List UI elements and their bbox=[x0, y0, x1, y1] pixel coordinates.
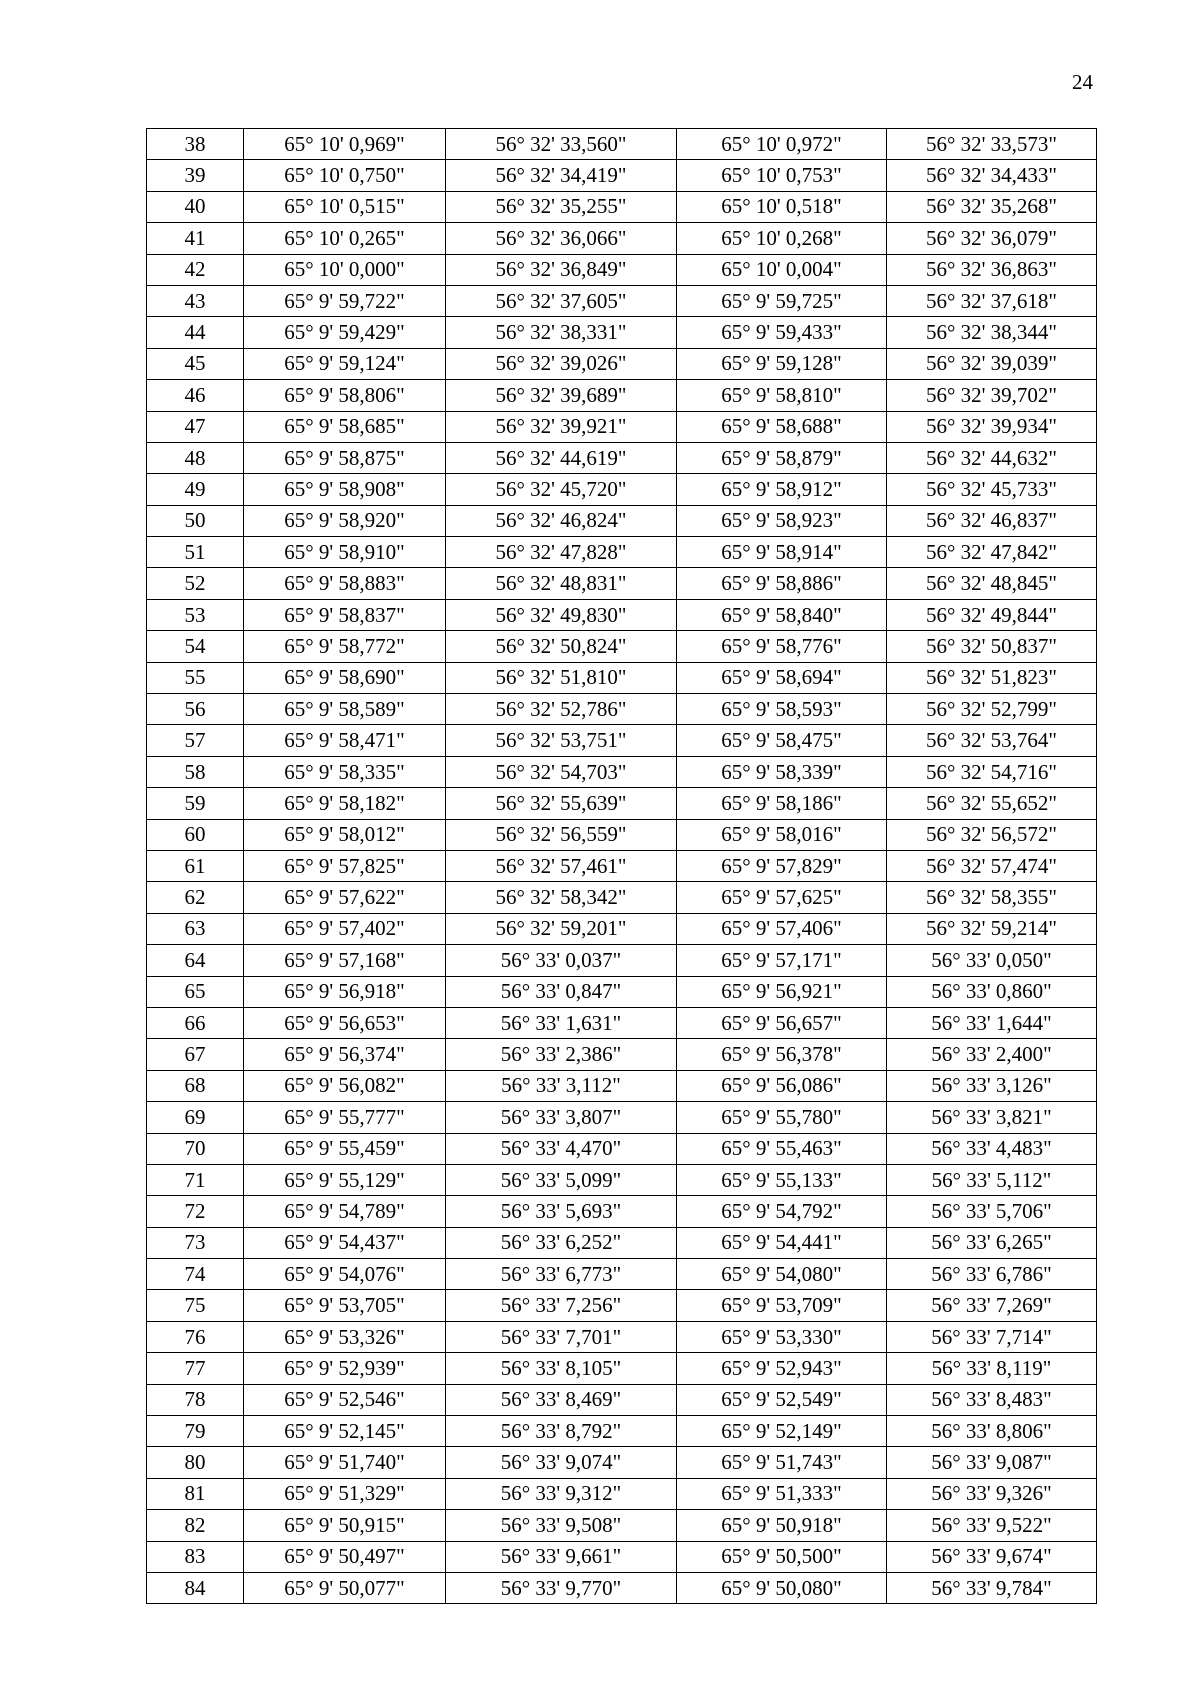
latitude-cell: 56° 32' 44,619" bbox=[446, 442, 677, 473]
latitude-cell: 56° 32' 38,344" bbox=[887, 317, 1097, 348]
latitude-cell: 56° 33' 3,807" bbox=[446, 1102, 677, 1133]
point-number-cell: 68 bbox=[147, 1070, 244, 1101]
point-number-cell: 83 bbox=[147, 1541, 244, 1572]
table-row bbox=[147, 788, 1097, 819]
longitude-cell: 65° 9' 58,886" bbox=[677, 568, 887, 599]
latitude-cell: 56° 33' 6,265" bbox=[887, 1227, 1097, 1258]
longitude-cell: 65° 9' 50,497" bbox=[244, 1541, 446, 1572]
latitude-cell: 56° 32' 50,837" bbox=[887, 631, 1097, 662]
longitude-cell: 65° 9' 59,725" bbox=[677, 285, 887, 316]
latitude-cell: 56° 33' 6,786" bbox=[887, 1259, 1097, 1290]
latitude-cell: 56° 32' 59,201" bbox=[446, 913, 677, 944]
point-number-cell: 64 bbox=[147, 945, 244, 976]
latitude-cell: 56° 32' 37,605" bbox=[446, 285, 677, 316]
longitude-cell: 65° 10' 0,000" bbox=[244, 254, 446, 285]
latitude-cell: 56° 33' 8,792" bbox=[446, 1416, 677, 1447]
point-number-cell: 52 bbox=[147, 568, 244, 599]
longitude-cell: 65° 10' 0,004" bbox=[677, 254, 887, 285]
latitude-cell: 56° 32' 49,844" bbox=[887, 599, 1097, 630]
longitude-cell: 65° 9' 58,186" bbox=[677, 788, 887, 819]
table-row bbox=[147, 380, 1097, 411]
point-number-cell: 55 bbox=[147, 662, 244, 693]
longitude-cell: 65° 10' 0,969" bbox=[244, 129, 446, 160]
longitude-cell: 65° 9' 55,777" bbox=[244, 1102, 446, 1133]
longitude-cell: 65° 9' 50,500" bbox=[677, 1541, 887, 1572]
point-number-cell: 78 bbox=[147, 1384, 244, 1415]
longitude-cell: 65° 9' 59,128" bbox=[677, 348, 887, 379]
latitude-cell: 56° 32' 38,331" bbox=[446, 317, 677, 348]
point-number-cell: 59 bbox=[147, 788, 244, 819]
longitude-cell: 65° 9' 58,339" bbox=[677, 756, 887, 787]
longitude-cell: 65° 10' 0,265" bbox=[244, 223, 446, 254]
point-number-cell: 40 bbox=[147, 191, 244, 222]
latitude-cell: 56° 32' 54,703" bbox=[446, 756, 677, 787]
latitude-cell: 56° 33' 8,119" bbox=[887, 1353, 1097, 1384]
latitude-cell: 56° 32' 36,849" bbox=[446, 254, 677, 285]
latitude-cell: 56° 32' 57,461" bbox=[446, 850, 677, 881]
longitude-cell: 65° 9' 55,129" bbox=[244, 1164, 446, 1195]
longitude-cell: 65° 9' 58,589" bbox=[244, 694, 446, 725]
latitude-cell: 56° 33' 8,483" bbox=[887, 1384, 1097, 1415]
point-number-cell: 57 bbox=[147, 725, 244, 756]
table-row bbox=[147, 694, 1097, 725]
latitude-cell: 56° 32' 55,639" bbox=[446, 788, 677, 819]
longitude-cell: 65° 9' 52,546" bbox=[244, 1384, 446, 1415]
longitude-cell: 65° 9' 54,441" bbox=[677, 1227, 887, 1258]
table-row bbox=[147, 160, 1097, 191]
longitude-cell: 65° 9' 58,182" bbox=[244, 788, 446, 819]
point-number-cell: 84 bbox=[147, 1572, 244, 1603]
table-row bbox=[147, 1353, 1097, 1384]
table-row bbox=[147, 1070, 1097, 1101]
latitude-cell: 56° 33' 3,126" bbox=[887, 1070, 1097, 1101]
point-number-cell: 80 bbox=[147, 1447, 244, 1478]
longitude-cell: 65° 9' 59,722" bbox=[244, 285, 446, 316]
longitude-cell: 65° 9' 58,806" bbox=[244, 380, 446, 411]
table-row bbox=[147, 474, 1097, 505]
longitude-cell: 65° 9' 57,171" bbox=[677, 945, 887, 976]
latitude-cell: 56° 32' 39,689" bbox=[446, 380, 677, 411]
latitude-cell: 56° 32' 48,845" bbox=[887, 568, 1097, 599]
latitude-cell: 56° 32' 36,863" bbox=[887, 254, 1097, 285]
latitude-cell: 56° 32' 56,559" bbox=[446, 819, 677, 850]
point-number-cell: 51 bbox=[147, 537, 244, 568]
table-row bbox=[147, 1510, 1097, 1541]
longitude-cell: 65° 10' 0,750" bbox=[244, 160, 446, 191]
longitude-cell: 65° 9' 58,690" bbox=[244, 662, 446, 693]
latitude-cell: 56° 33' 0,847" bbox=[446, 976, 677, 1007]
table-row bbox=[147, 1039, 1097, 1070]
longitude-cell: 65° 9' 54,437" bbox=[244, 1227, 446, 1258]
latitude-cell: 56° 33' 1,631" bbox=[446, 1007, 677, 1038]
point-number-cell: 46 bbox=[147, 380, 244, 411]
latitude-cell: 56° 33' 8,469" bbox=[446, 1384, 677, 1415]
table-row bbox=[147, 505, 1097, 536]
longitude-cell: 65° 9' 58,879" bbox=[677, 442, 887, 473]
latitude-cell: 56° 32' 45,733" bbox=[887, 474, 1097, 505]
table-row bbox=[147, 317, 1097, 348]
latitude-cell: 56° 32' 37,618" bbox=[887, 285, 1097, 316]
longitude-cell: 65° 10' 0,515" bbox=[244, 191, 446, 222]
table-row bbox=[147, 1259, 1097, 1290]
point-number-cell: 54 bbox=[147, 631, 244, 662]
latitude-cell: 56° 33' 5,112" bbox=[887, 1164, 1097, 1195]
longitude-cell: 65° 9' 55,459" bbox=[244, 1133, 446, 1164]
longitude-cell: 65° 9' 55,463" bbox=[677, 1133, 887, 1164]
longitude-cell: 65° 9' 56,921" bbox=[677, 976, 887, 1007]
point-number-cell: 38 bbox=[147, 129, 244, 160]
latitude-cell: 56° 32' 35,255" bbox=[446, 191, 677, 222]
longitude-cell: 65° 9' 54,789" bbox=[244, 1196, 446, 1227]
latitude-cell: 56° 33' 4,483" bbox=[887, 1133, 1097, 1164]
point-number-cell: 42 bbox=[147, 254, 244, 285]
longitude-cell: 65° 9' 58,923" bbox=[677, 505, 887, 536]
longitude-cell: 65° 9' 52,549" bbox=[677, 1384, 887, 1415]
longitude-cell: 65° 9' 51,740" bbox=[244, 1447, 446, 1478]
longitude-cell: 65° 9' 51,743" bbox=[677, 1447, 887, 1478]
longitude-cell: 65° 9' 51,329" bbox=[244, 1478, 446, 1509]
longitude-cell: 65° 9' 58,912" bbox=[677, 474, 887, 505]
point-number-cell: 60 bbox=[147, 819, 244, 850]
table-row bbox=[147, 1164, 1097, 1195]
latitude-cell: 56° 32' 52,799" bbox=[887, 694, 1097, 725]
point-number-cell: 70 bbox=[147, 1133, 244, 1164]
point-number-cell: 47 bbox=[147, 411, 244, 442]
table-row bbox=[147, 1290, 1097, 1321]
latitude-cell: 56° 32' 46,824" bbox=[446, 505, 677, 536]
latitude-cell: 56° 32' 51,823" bbox=[887, 662, 1097, 693]
latitude-cell: 56° 32' 44,632" bbox=[887, 442, 1097, 473]
point-number-cell: 62 bbox=[147, 882, 244, 913]
table-row bbox=[147, 1416, 1097, 1447]
latitude-cell: 56° 32' 34,419" bbox=[446, 160, 677, 191]
latitude-cell: 56° 32' 47,828" bbox=[446, 537, 677, 568]
table-row bbox=[147, 599, 1097, 630]
table-row bbox=[147, 254, 1097, 285]
latitude-cell: 56° 33' 8,105" bbox=[446, 1353, 677, 1384]
longitude-cell: 65° 9' 58,920" bbox=[244, 505, 446, 536]
longitude-cell: 65° 9' 53,326" bbox=[244, 1321, 446, 1352]
longitude-cell: 65° 9' 59,429" bbox=[244, 317, 446, 348]
latitude-cell: 56° 32' 58,355" bbox=[887, 882, 1097, 913]
point-number-cell: 39 bbox=[147, 160, 244, 191]
table-row bbox=[147, 442, 1097, 473]
longitude-cell: 65° 9' 58,471" bbox=[244, 725, 446, 756]
longitude-cell: 65° 9' 58,908" bbox=[244, 474, 446, 505]
latitude-cell: 56° 33' 7,256" bbox=[446, 1290, 677, 1321]
point-number-cell: 73 bbox=[147, 1227, 244, 1258]
point-number-cell: 67 bbox=[147, 1039, 244, 1070]
latitude-cell: 56° 33' 9,522" bbox=[887, 1510, 1097, 1541]
longitude-cell: 65° 9' 58,840" bbox=[677, 599, 887, 630]
point-number-cell: 45 bbox=[147, 348, 244, 379]
longitude-cell: 65° 9' 54,792" bbox=[677, 1196, 887, 1227]
latitude-cell: 56° 32' 48,831" bbox=[446, 568, 677, 599]
point-number-cell: 65 bbox=[147, 976, 244, 1007]
latitude-cell: 56° 32' 45,720" bbox=[446, 474, 677, 505]
table-row bbox=[147, 631, 1097, 662]
longitude-cell: 65° 9' 53,705" bbox=[244, 1290, 446, 1321]
latitude-cell: 56° 32' 58,342" bbox=[446, 882, 677, 913]
longitude-cell: 65° 9' 58,772" bbox=[244, 631, 446, 662]
table-row bbox=[147, 1321, 1097, 1352]
longitude-cell: 65° 9' 58,688" bbox=[677, 411, 887, 442]
point-number-cell: 71 bbox=[147, 1164, 244, 1195]
latitude-cell: 56° 33' 9,087" bbox=[887, 1447, 1097, 1478]
latitude-cell: 56° 33' 8,806" bbox=[887, 1416, 1097, 1447]
longitude-cell: 65° 9' 57,402" bbox=[244, 913, 446, 944]
latitude-cell: 56° 32' 39,026" bbox=[446, 348, 677, 379]
latitude-cell: 56° 32' 49,830" bbox=[446, 599, 677, 630]
table-row bbox=[147, 850, 1097, 881]
longitude-cell: 65° 9' 56,918" bbox=[244, 976, 446, 1007]
longitude-cell: 65° 9' 52,149" bbox=[677, 1416, 887, 1447]
latitude-cell: 56° 33' 9,784" bbox=[887, 1572, 1097, 1603]
latitude-cell: 56° 32' 55,652" bbox=[887, 788, 1097, 819]
longitude-cell: 65° 9' 54,080" bbox=[677, 1259, 887, 1290]
longitude-cell: 65° 9' 56,657" bbox=[677, 1007, 887, 1038]
longitude-cell: 65° 9' 57,825" bbox=[244, 850, 446, 881]
point-number-cell: 50 bbox=[147, 505, 244, 536]
longitude-cell: 65° 9' 58,685" bbox=[244, 411, 446, 442]
longitude-cell: 65° 9' 56,374" bbox=[244, 1039, 446, 1070]
longitude-cell: 65° 9' 59,433" bbox=[677, 317, 887, 348]
table-row bbox=[147, 537, 1097, 568]
latitude-cell: 56° 32' 39,702" bbox=[887, 380, 1097, 411]
point-number-cell: 56 bbox=[147, 694, 244, 725]
table-row bbox=[147, 1572, 1097, 1603]
latitude-cell: 56° 32' 39,934" bbox=[887, 411, 1097, 442]
longitude-cell: 65° 9' 58,012" bbox=[244, 819, 446, 850]
latitude-cell: 56° 33' 9,661" bbox=[446, 1541, 677, 1572]
longitude-cell: 65° 9' 57,168" bbox=[244, 945, 446, 976]
latitude-cell: 56° 33' 3,112" bbox=[446, 1070, 677, 1101]
longitude-cell: 65° 9' 58,335" bbox=[244, 756, 446, 787]
point-number-cell: 72 bbox=[147, 1196, 244, 1227]
point-number-cell: 81 bbox=[147, 1478, 244, 1509]
latitude-cell: 56° 33' 2,386" bbox=[446, 1039, 677, 1070]
table-row bbox=[147, 191, 1097, 222]
longitude-cell: 65° 10' 0,268" bbox=[677, 223, 887, 254]
longitude-cell: 65° 9' 50,080" bbox=[677, 1572, 887, 1603]
point-number-cell: 75 bbox=[147, 1290, 244, 1321]
latitude-cell: 56° 33' 9,074" bbox=[446, 1447, 677, 1478]
table-row bbox=[147, 725, 1097, 756]
table-row bbox=[147, 568, 1097, 599]
point-number-cell: 66 bbox=[147, 1007, 244, 1038]
table-row bbox=[147, 1102, 1097, 1133]
table-row bbox=[147, 1007, 1097, 1038]
latitude-cell: 56° 33' 0,050" bbox=[887, 945, 1097, 976]
longitude-cell: 65° 9' 56,653" bbox=[244, 1007, 446, 1038]
point-number-cell: 63 bbox=[147, 913, 244, 944]
latitude-cell: 56° 32' 33,573" bbox=[887, 129, 1097, 160]
latitude-cell: 56° 33' 7,701" bbox=[446, 1321, 677, 1352]
point-number-cell: 61 bbox=[147, 850, 244, 881]
table-row bbox=[147, 1447, 1097, 1478]
table-row bbox=[147, 223, 1097, 254]
table-row bbox=[147, 819, 1097, 850]
longitude-cell: 65° 9' 58,875" bbox=[244, 442, 446, 473]
coordinates-table-body bbox=[147, 129, 1097, 1604]
point-number-cell: 44 bbox=[147, 317, 244, 348]
longitude-cell: 65° 9' 56,082" bbox=[244, 1070, 446, 1101]
latitude-cell: 56° 32' 33,560" bbox=[446, 129, 677, 160]
latitude-cell: 56° 32' 46,837" bbox=[887, 505, 1097, 536]
longitude-cell: 65° 9' 53,709" bbox=[677, 1290, 887, 1321]
latitude-cell: 56° 32' 36,079" bbox=[887, 223, 1097, 254]
longitude-cell: 65° 9' 54,076" bbox=[244, 1259, 446, 1290]
table-row bbox=[147, 976, 1097, 1007]
latitude-cell: 56° 32' 35,268" bbox=[887, 191, 1097, 222]
longitude-cell: 65° 9' 53,330" bbox=[677, 1321, 887, 1352]
table-row bbox=[147, 882, 1097, 913]
table-row bbox=[147, 662, 1097, 693]
longitude-cell: 65° 9' 52,145" bbox=[244, 1416, 446, 1447]
longitude-cell: 65° 9' 50,915" bbox=[244, 1510, 446, 1541]
latitude-cell: 56° 33' 9,674" bbox=[887, 1541, 1097, 1572]
latitude-cell: 56° 33' 5,693" bbox=[446, 1196, 677, 1227]
point-number-cell: 49 bbox=[147, 474, 244, 505]
table-row bbox=[147, 1478, 1097, 1509]
latitude-cell: 56° 32' 47,842" bbox=[887, 537, 1097, 568]
longitude-cell: 65° 10' 0,972" bbox=[677, 129, 887, 160]
longitude-cell: 65° 9' 58,837" bbox=[244, 599, 446, 630]
latitude-cell: 56° 33' 3,821" bbox=[887, 1102, 1097, 1133]
table-row bbox=[147, 1133, 1097, 1164]
table-row bbox=[147, 1196, 1097, 1227]
point-number-cell: 53 bbox=[147, 599, 244, 630]
latitude-cell: 56° 32' 51,810" bbox=[446, 662, 677, 693]
longitude-cell: 65° 9' 51,333" bbox=[677, 1478, 887, 1509]
point-number-cell: 43 bbox=[147, 285, 244, 316]
table-row bbox=[147, 285, 1097, 316]
latitude-cell: 56° 33' 0,860" bbox=[887, 976, 1097, 1007]
latitude-cell: 56° 32' 53,751" bbox=[446, 725, 677, 756]
point-number-cell: 74 bbox=[147, 1259, 244, 1290]
point-number-cell: 82 bbox=[147, 1510, 244, 1541]
longitude-cell: 65° 9' 55,780" bbox=[677, 1102, 887, 1133]
latitude-cell: 56° 32' 39,039" bbox=[887, 348, 1097, 379]
latitude-cell: 56° 33' 9,326" bbox=[887, 1478, 1097, 1509]
latitude-cell: 56° 32' 34,433" bbox=[887, 160, 1097, 191]
table-row bbox=[147, 129, 1097, 160]
longitude-cell: 65° 10' 0,518" bbox=[677, 191, 887, 222]
latitude-cell: 56° 33' 9,770" bbox=[446, 1572, 677, 1603]
point-number-cell: 48 bbox=[147, 442, 244, 473]
latitude-cell: 56° 32' 53,764" bbox=[887, 725, 1097, 756]
longitude-cell: 65° 9' 52,943" bbox=[677, 1353, 887, 1384]
table-row bbox=[147, 1227, 1097, 1258]
latitude-cell: 56° 33' 6,773" bbox=[446, 1259, 677, 1290]
latitude-cell: 56° 33' 6,252" bbox=[446, 1227, 677, 1258]
latitude-cell: 56° 33' 1,644" bbox=[887, 1007, 1097, 1038]
longitude-cell: 65° 9' 59,124" bbox=[244, 348, 446, 379]
table-row bbox=[147, 945, 1097, 976]
point-number-cell: 58 bbox=[147, 756, 244, 787]
latitude-cell: 56° 32' 56,572" bbox=[887, 819, 1097, 850]
table-row bbox=[147, 1541, 1097, 1572]
longitude-cell: 65° 9' 58,914" bbox=[677, 537, 887, 568]
latitude-cell: 56° 32' 59,214" bbox=[887, 913, 1097, 944]
latitude-cell: 56° 32' 52,786" bbox=[446, 694, 677, 725]
latitude-cell: 56° 33' 5,706" bbox=[887, 1196, 1097, 1227]
coordinates-table bbox=[146, 128, 1097, 1604]
longitude-cell: 65° 9' 57,625" bbox=[677, 882, 887, 913]
longitude-cell: 65° 9' 50,918" bbox=[677, 1510, 887, 1541]
page-number: 24 bbox=[1072, 70, 1093, 94]
latitude-cell: 56° 33' 5,099" bbox=[446, 1164, 677, 1195]
longitude-cell: 65° 9' 57,622" bbox=[244, 882, 446, 913]
longitude-cell: 65° 9' 58,475" bbox=[677, 725, 887, 756]
point-number-cell: 77 bbox=[147, 1353, 244, 1384]
longitude-cell: 65° 9' 58,883" bbox=[244, 568, 446, 599]
longitude-cell: 65° 9' 56,086" bbox=[677, 1070, 887, 1101]
latitude-cell: 56° 32' 54,716" bbox=[887, 756, 1097, 787]
latitude-cell: 56° 33' 9,508" bbox=[446, 1510, 677, 1541]
table-row bbox=[147, 756, 1097, 787]
point-number-cell: 41 bbox=[147, 223, 244, 254]
longitude-cell: 65° 10' 0,753" bbox=[677, 160, 887, 191]
longitude-cell: 65° 9' 58,016" bbox=[677, 819, 887, 850]
longitude-cell: 65° 9' 58,593" bbox=[677, 694, 887, 725]
table-row bbox=[147, 348, 1097, 379]
longitude-cell: 65° 9' 50,077" bbox=[244, 1572, 446, 1603]
longitude-cell: 65° 9' 52,939" bbox=[244, 1353, 446, 1384]
longitude-cell: 65° 9' 58,776" bbox=[677, 631, 887, 662]
longitude-cell: 65° 9' 57,406" bbox=[677, 913, 887, 944]
point-number-cell: 76 bbox=[147, 1321, 244, 1352]
table-row bbox=[147, 1384, 1097, 1415]
longitude-cell: 65° 9' 58,810" bbox=[677, 380, 887, 411]
latitude-cell: 56° 33' 0,037" bbox=[446, 945, 677, 976]
longitude-cell: 65° 9' 58,694" bbox=[677, 662, 887, 693]
latitude-cell: 56° 33' 7,269" bbox=[887, 1290, 1097, 1321]
latitude-cell: 56° 32' 39,921" bbox=[446, 411, 677, 442]
longitude-cell: 65° 9' 57,829" bbox=[677, 850, 887, 881]
latitude-cell: 56° 32' 36,066" bbox=[446, 223, 677, 254]
point-number-cell: 69 bbox=[147, 1102, 244, 1133]
latitude-cell: 56° 33' 9,312" bbox=[446, 1478, 677, 1509]
longitude-cell: 65° 9' 55,133" bbox=[677, 1164, 887, 1195]
latitude-cell: 56° 33' 7,714" bbox=[887, 1321, 1097, 1352]
latitude-cell: 56° 33' 2,400" bbox=[887, 1039, 1097, 1070]
longitude-cell: 65° 9' 58,910" bbox=[244, 537, 446, 568]
point-number-cell: 79 bbox=[147, 1416, 244, 1447]
latitude-cell: 56° 33' 4,470" bbox=[446, 1133, 677, 1164]
latitude-cell: 56° 32' 50,824" bbox=[446, 631, 677, 662]
latitude-cell: 56° 32' 57,474" bbox=[887, 850, 1097, 881]
longitude-cell: 65° 9' 56,378" bbox=[677, 1039, 887, 1070]
table-row bbox=[147, 913, 1097, 944]
table-row bbox=[147, 411, 1097, 442]
